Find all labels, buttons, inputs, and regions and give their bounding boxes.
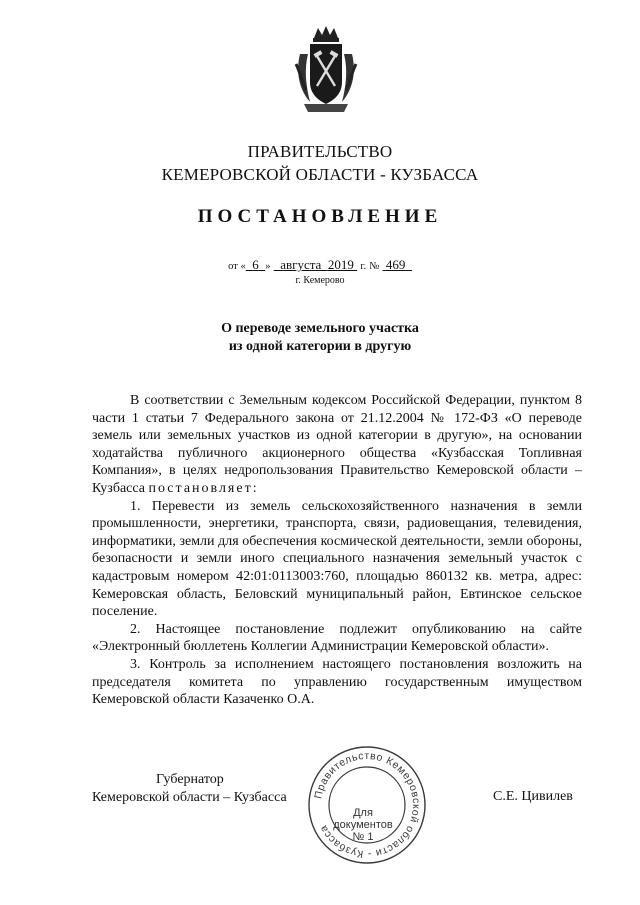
coat-of-arms-icon [294,24,358,114]
date-month-year: августа 2019 [280,257,354,272]
org-name-line1: ПРАВИТЕЛЬСТВО [247,142,393,161]
stamp-line1: Для [353,807,373,819]
org-name-line2: КЕМЕРОВСКОЙ ОБЛАСТИ - КУЗБАССА [161,165,479,184]
signatory-title [92,771,292,807]
document-type: ПОСТАНОВЛЕНИЕ [197,206,443,227]
subject-title [0,320,640,356]
document-number: 469 [385,257,406,272]
subject-line2: из одной категории в другую [228,339,412,354]
stamp-ring-text: Правительство Кемеровской области - Кузбасса [312,749,423,861]
date-year-suffix: г. [360,261,367,272]
preamble-paragraph: В соответствии с Земельным кодексом Российской Федерации, пунктом 8 части 1 статьи 7 Федерального закона от 21.12.2004 № 172-ФЗ «О переводе земель или земельных участков из одной категории в другую», на основании ходатайства публичного акционерного общества «Кузбасская Топливная Компания», в целях недропользования Правительство Кемеровской области – Кузбасса постановляет: [92,393,582,496]
number-label: № [369,261,380,272]
signatory-title-line2: Кемеровской области – Кузбасса [92,790,287,805]
resolve-word: постановляет: [148,480,259,496]
date-line [0,257,640,273]
stamp-line3: № 1 [352,831,374,843]
document-body [92,392,582,709]
signatory-title-line1: Губернатор [156,772,224,787]
item-3-paragraph: 3. Контроль за исполнением настоящего постановления возложить на председателя комитета по управлению государственным имуществом Кемеровской области Казаченко О.А. [92,656,582,708]
date-day: 6 [252,257,259,272]
official-stamp [306,744,428,866]
city-name: г. Кемерово [295,275,345,286]
item-2-paragraph: 2. Настоящее постановление подлежит опубликованию на сайте «Электронный бюллетень Коллегии Администрации Кемеровской области». [92,621,582,655]
stamp-line2: документов [333,819,393,831]
date-quote-close: » [265,261,271,272]
item-1-paragraph: 1. Перевести из земель сельскохозяйственного назначения в земли промышленности, энергетики, транспорта, связи, радиовещания, телевидения, информатики, земли для обеспечения космической деятельности, земли обороны, безопасности и земли иного специального назначения земельный участок с кадастровым номером 42:01:0113003:760, площадью 860132 кв. метра, адрес: Кемеровская область, Беловский муниципальный район, Евтинское сельское поселение. [92,498,582,620]
signatory-name: С.Е. Цивилев [493,789,573,804]
date-prefix: от « [228,261,246,272]
stamp-center-text [328,807,398,843]
subject-line1: О переводе земельного участка [221,321,419,336]
